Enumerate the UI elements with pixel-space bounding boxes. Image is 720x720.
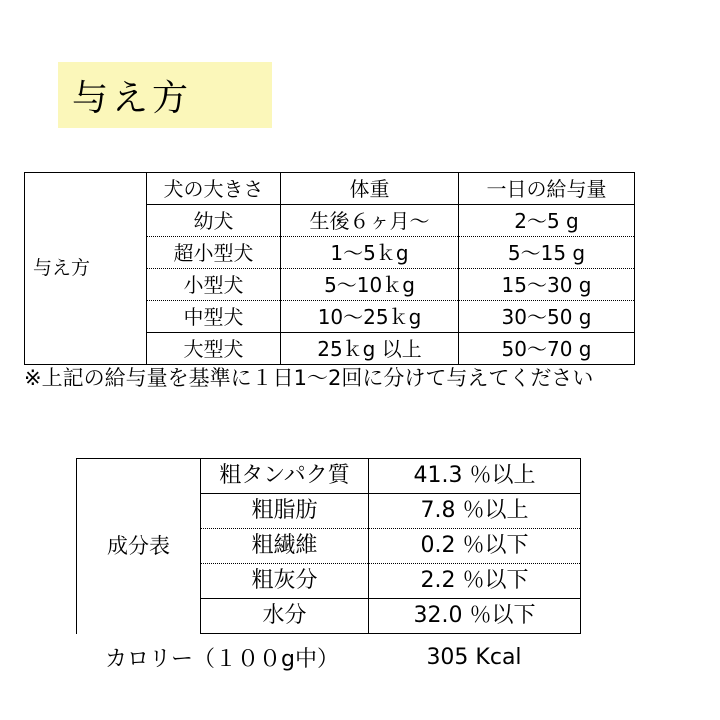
page-title: 与え方: [72, 77, 193, 119]
feeding-cell-size: 大型犬: [147, 333, 281, 365]
page-title-highlight: [58, 62, 272, 128]
feeding-row-label: 与え方: [25, 173, 147, 365]
composition-cell-value: 7.8 ％以上: [369, 494, 581, 529]
feeding-cell-amount: 5〜15 g: [459, 237, 635, 269]
feeding-cell-size: 小型犬: [147, 269, 281, 301]
composition-cell-value: 41.3 ％以上: [369, 459, 581, 494]
feeding-cell-size: 超小型犬: [147, 237, 281, 269]
composition-cell-value: 0.2 ％以下: [369, 529, 581, 564]
feeding-cell-amount: 50〜70 g: [459, 333, 635, 365]
composition-cell-name: 粗繊維: [201, 529, 369, 564]
feeding-cell-size: 幼犬: [147, 205, 281, 237]
feeding-header-size: 犬の大きさ: [147, 173, 281, 205]
feeding-cell-amount: 2〜5 g: [459, 205, 635, 237]
composition-cell-value: 2.2 ％以下: [369, 564, 581, 599]
feeding-note: ※上記の給与量を基準に１日1〜2回に分けて与えてください: [24, 366, 594, 390]
feeding-cell-amount: 15〜30 g: [459, 269, 635, 301]
composition-cell-value: 32.0 ％以下: [369, 599, 581, 634]
feeding-cell-weight: 25ｋg 以上: [281, 333, 459, 365]
feeding-cell-weight: 5〜10ｋg: [281, 269, 459, 301]
feeding-cell-weight: 生後６ヶ月〜: [281, 205, 459, 237]
feeding-header-weight: 体重: [281, 173, 459, 205]
table-row: [25, 173, 635, 205]
feeding-cell-amount: 30〜50 g: [459, 301, 635, 333]
composition-cell-name: 水分: [201, 599, 369, 634]
feeding-cell-size: 中型犬: [147, 301, 281, 333]
calorie-row: [76, 642, 580, 673]
feeding-table: [24, 172, 635, 365]
composition-row-label: 成分表: [77, 459, 201, 634]
composition-cell-name: 粗タンパク質: [201, 459, 369, 494]
feeding-cell-weight: 1〜5ｋg: [281, 237, 459, 269]
feeding-header-amount: 一日の給与量: [459, 173, 635, 205]
composition-table: [76, 458, 581, 634]
calorie-label: カロリー（１００g中）: [105, 647, 339, 672]
composition-cell-name: 粗灰分: [201, 564, 369, 599]
composition-cell-name: 粗脂肪: [201, 494, 369, 529]
calorie-value: 305 Kcal: [426, 645, 522, 670]
feeding-cell-weight: 10〜25ｋg: [281, 301, 459, 333]
table-row: [77, 459, 581, 494]
